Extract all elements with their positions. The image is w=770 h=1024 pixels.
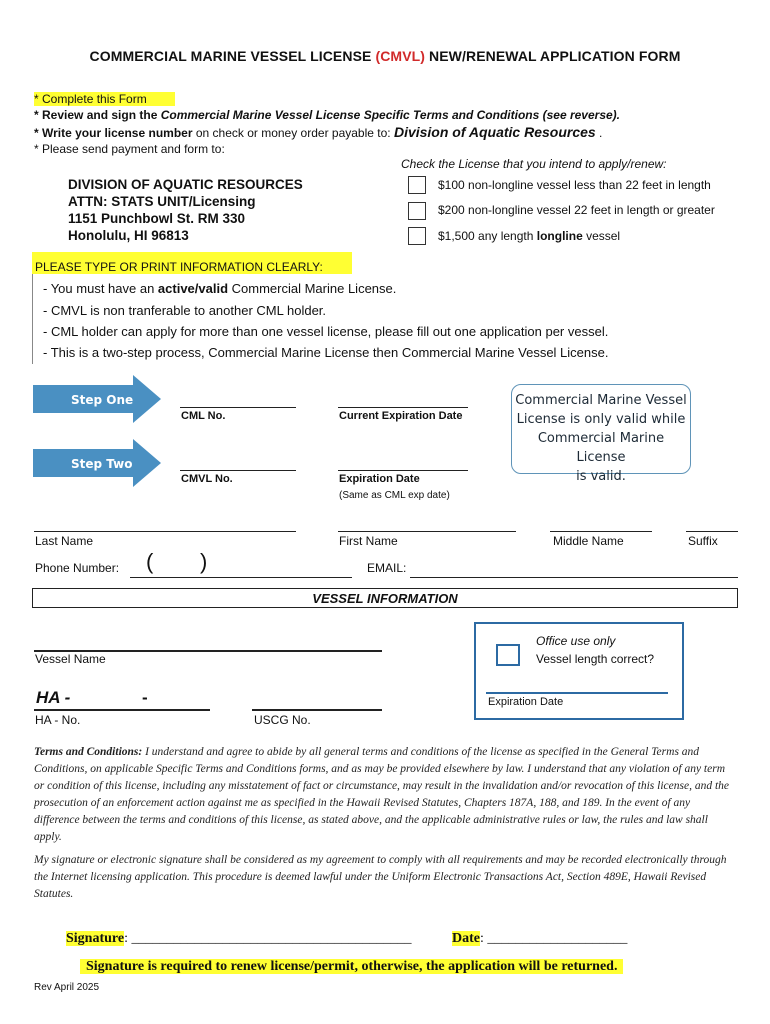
requirement-item: - This is a two-step process, Commercial Marine License then Commercial Marine Vessel License. — [43, 345, 609, 360]
cml-no-field[interactable] — [180, 407, 296, 408]
terms-paragraph: Terms and Conditions: I understand and agree to abide by all general terms and conditions of the license as specified in the General Terms and Conditions, on applicable Specific Terms and Conditions forms, and as may be provided elsewhere by law. I understand that any violation of any term or condition of this license, including any misstatement of fact or circumstance, may result in the invalidation and/or revocation of this license, and the prosecution of an enforcement action against me as specified in the Hawaii Revised Statutes, Chapters 187A, 188, and 189. In the event of any difference between the terms and conditions of this license, as stated above, and the applicable administrative rules or law, the rules and law shall apply. — [34, 746, 730, 843]
expiration-note: (Same as CML exp date) — [339, 490, 450, 501]
signature-label: Signature — [66, 931, 125, 946]
step-one-label: Step One — [71, 393, 134, 407]
cmvl-no-label: CMVL No. — [181, 473, 233, 485]
terms-and-conditions — [34, 744, 738, 903]
license-100-checkbox[interactable] — [408, 176, 426, 194]
suffix-field[interactable] — [686, 531, 738, 532]
form-title: COMMERCIAL MARINE VESSEL LICENSE (CMVL) NEW/RENEWAL APPLICATION FORM — [89, 48, 681, 64]
ha-no-field[interactable] — [34, 709, 210, 711]
signature-warning: Signature is required to renew license/permit, otherwise, the application will be returned. — [80, 959, 623, 975]
area-code-close-paren: ) — [200, 549, 208, 574]
date-label: Date — [452, 931, 480, 946]
vessel-length-label: Vessel length correct? — [536, 652, 655, 666]
cmvl-expiration-label: Expiration Date — [339, 473, 420, 485]
revision-date: Rev April 2025 — [34, 982, 100, 993]
license-100-label: $100 non-longline vessel less than 22 feet in length — [438, 178, 711, 192]
signature-field[interactable]: : ________________________________________ — [124, 931, 412, 946]
phone-field[interactable] — [130, 577, 352, 578]
step-two-arrow-icon — [33, 439, 161, 487]
requirement-item: - CMVL is non tranferable to another CML holder. — [43, 303, 327, 318]
cml-no-label: CML No. — [181, 410, 226, 422]
uscg-no-label: USCG No. — [254, 713, 311, 727]
office-expiration-field[interactable] — [486, 692, 668, 694]
license-200-checkbox[interactable] — [408, 202, 426, 220]
validity-callout: Commercial Marine Vessel License is only valid while Commercial Marine License is valid. — [511, 384, 691, 474]
office-use-label: Office use only — [536, 634, 616, 648]
date-row — [452, 931, 627, 947]
instruction-review: * Review and sign the Commercial Marine Vessel License Specific Terms and Conditions (see reverse). — [34, 108, 620, 122]
ha-dash: - — [142, 688, 148, 707]
signature-consent-paragraph: My signature or electronic signature shall be considered as my agreement to comply with all requirements and may be recorded electronically through the Internet licensing application. This procedure is deemed lawful under the Uniform Electronic Transactions Act, Section 489E, Hawaii Revised Statutes. — [34, 854, 727, 900]
requirement-item: - You must have an active/valid Commercial Marine License. — [43, 281, 397, 296]
instruction-send: * Please send payment and form to: — [34, 142, 225, 156]
cmvl-acronym: (CMVL) — [375, 48, 426, 64]
print-clearly-banner: PLEASE TYPE OR PRINT INFORMATION CLEARLY: — [32, 252, 352, 274]
requirements-list — [32, 274, 739, 364]
first-name-label: First Name — [339, 534, 398, 548]
email-label: EMAIL: — [367, 561, 407, 575]
ha-prefix: HA - — [36, 688, 71, 707]
last-name-field[interactable] — [34, 531, 296, 532]
office-expiration-label: Expiration Date — [488, 696, 564, 708]
date-field[interactable]: : ____________________ — [480, 931, 628, 946]
area-code-open-paren: ( — [146, 549, 154, 574]
middle-name-label: Middle Name — [553, 534, 624, 548]
vessel-name-label: Vessel Name — [35, 652, 106, 666]
step-one-arrow-icon — [33, 375, 161, 423]
email-field[interactable] — [410, 577, 738, 578]
license-options-heading: Check the License that you intend to apply/renew: — [401, 157, 667, 171]
cmvl-no-field[interactable] — [180, 470, 296, 471]
uscg-no-field[interactable] — [252, 709, 382, 711]
middle-name-field[interactable] — [550, 531, 652, 532]
cmvl-expiration-field[interactable] — [338, 470, 468, 471]
ha-no-label: HA - No. — [35, 713, 81, 727]
vessel-length-checkbox[interactable] — [496, 644, 520, 666]
signature-row — [66, 931, 411, 947]
suffix-label: Suffix — [688, 534, 718, 548]
license-1500-label: $1,500 any length longline vessel — [438, 229, 621, 243]
instruction-complete: * Complete this Form — [34, 91, 175, 107]
current-expiration-label: Current Expiration Date — [339, 410, 463, 422]
last-name-label: Last Name — [35, 534, 94, 548]
vessel-information-header: VESSEL INFORMATION — [32, 588, 738, 608]
step-two-label: Step Two — [71, 457, 133, 471]
first-name-field[interactable] — [338, 531, 516, 532]
mailing-address: DIVISION OF AQUATIC RESOURCES ATTN: STATS UNIT/Licensing 1151 Punchbowl St. RM 330 Honolulu, HI 96813 — [68, 177, 303, 243]
license-200-label: $200 non-longline vessel 22 feet in length or greater — [438, 203, 715, 217]
requirement-item: - CML holder can apply for more than one vessel license, please fill out one application per vessel. — [43, 324, 609, 339]
phone-label: Phone Number: — [35, 561, 120, 575]
instruction-write: * Write your license number on check or money order payable to: Division of Aquatic Resources . — [34, 124, 603, 140]
license-1500-checkbox[interactable] — [408, 227, 426, 245]
office-use-box — [474, 622, 684, 720]
current-expiration-field[interactable] — [338, 407, 468, 408]
